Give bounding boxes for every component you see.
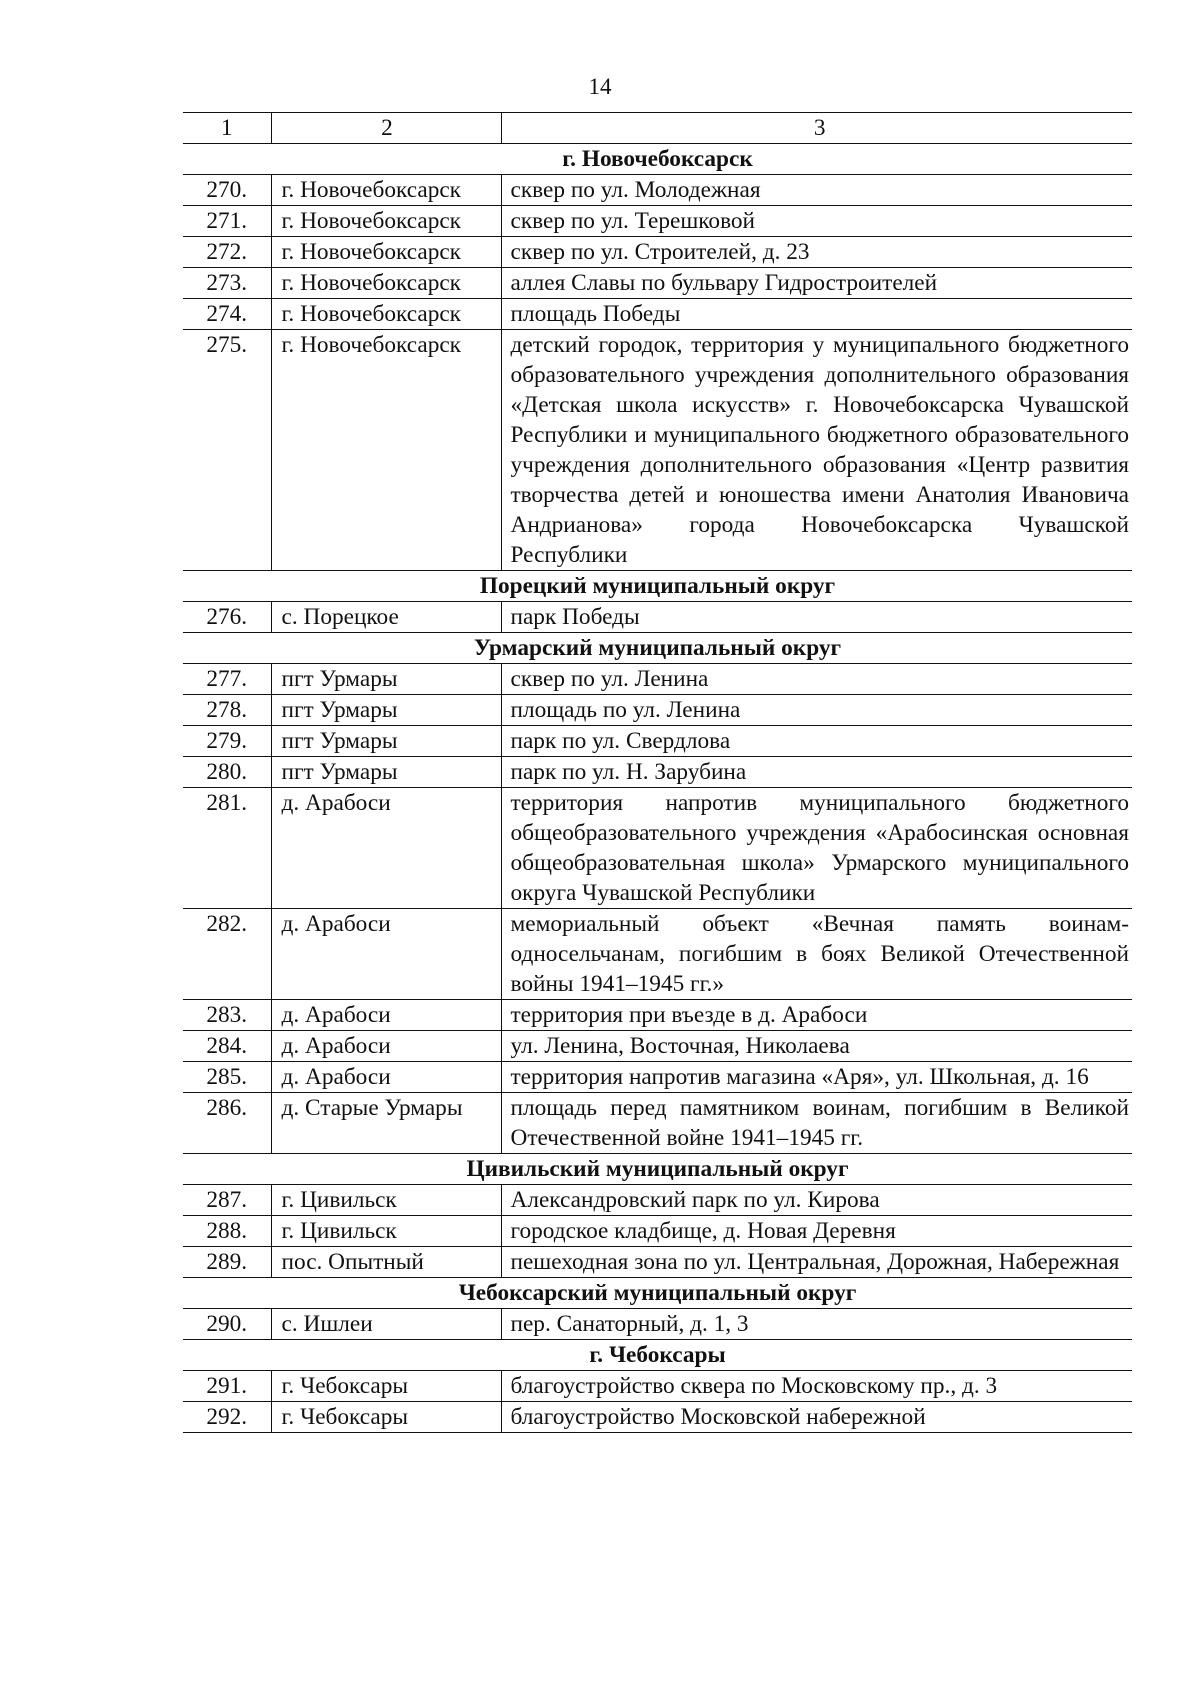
table-row — [183, 602, 1132, 633]
section-header-row — [183, 1340, 1132, 1371]
table-row — [183, 757, 1132, 788]
row-locality: г. Новочебоксарск — [271, 237, 501, 268]
row-locality: пгт Урмары — [271, 757, 501, 788]
table-row — [183, 299, 1132, 330]
section-title: Цивильский муниципальный округ — [183, 1154, 1132, 1185]
row-number: 290. — [183, 1309, 271, 1340]
table-row — [183, 1031, 1132, 1062]
section-title: г. Новочебоксарск — [183, 144, 1132, 175]
table-row — [183, 695, 1132, 726]
row-object: пешеходная зона по ул. Центральная, Дорожная, Набережная — [501, 1247, 1132, 1278]
section-title: Урмарский муниципальный округ — [183, 633, 1132, 664]
section-header-row — [183, 1154, 1132, 1185]
row-object: благоустройство сквера по Московскому пр., д. 3 — [501, 1371, 1132, 1402]
row-object: сквер по ул. Строителей, д. 23 — [501, 237, 1132, 268]
table-row — [183, 1062, 1132, 1093]
row-locality: г. Новочебоксарск — [271, 299, 501, 330]
table-row — [183, 1371, 1132, 1402]
row-object: мемориальный объект «Вечная память воинам-односельчанам, погибшим в боях Великой Отечественной войны 1941–1945 гг.» — [501, 909, 1132, 1000]
row-object: ул. Ленина, Восточная, Николаева — [501, 1031, 1132, 1062]
table-row — [183, 1247, 1132, 1278]
column-header-3: 3 — [501, 113, 1132, 144]
row-number: 278. — [183, 695, 271, 726]
row-locality: д. Арабоси — [271, 1000, 501, 1031]
row-object: территория при въезде в д. Арабоси — [501, 1000, 1132, 1031]
row-locality: пос. Опытный — [271, 1247, 501, 1278]
row-locality: д. Старые Урмары — [271, 1093, 501, 1154]
row-locality: г. Новочебоксарск — [271, 206, 501, 237]
row-locality: д. Арабоси — [271, 1062, 501, 1093]
section-title: Порецкий муниципальный округ — [183, 571, 1132, 602]
row-number: 272. — [183, 237, 271, 268]
row-number: 270. — [183, 175, 271, 206]
table-row — [183, 664, 1132, 695]
table-row — [183, 175, 1132, 206]
row-object: сквер по ул. Ленина — [501, 664, 1132, 695]
row-number: 273. — [183, 268, 271, 299]
row-locality: пгт Урмары — [271, 695, 501, 726]
row-number: 281. — [183, 788, 271, 909]
table-row — [183, 788, 1132, 909]
section-header-row — [183, 1278, 1132, 1309]
row-object: площадь по ул. Ленина — [501, 695, 1132, 726]
row-object: территория напротив магазина «Аря», ул. Школьная, д. 16 — [501, 1062, 1132, 1093]
row-locality: г. Цивильск — [271, 1185, 501, 1216]
row-locality: с. Ишлеи — [271, 1309, 501, 1340]
row-object: сквер по ул. Терешковой — [501, 206, 1132, 237]
table-row — [183, 1093, 1132, 1154]
row-object: парк по ул. Свердлова — [501, 726, 1132, 757]
row-object: аллея Славы по бульвару Гидростроителей — [501, 268, 1132, 299]
row-object: городское кладбище, д. Новая Деревня — [501, 1216, 1132, 1247]
table-row — [183, 1000, 1132, 1031]
objects-table — [183, 112, 1132, 1433]
row-object: территория напротив муниципального бюджетного общеобразовательного учреждения «Арабосинская основная общеобразовательная школа» Урмарского муниципального округа Чувашской Республики — [501, 788, 1132, 909]
row-number: 274. — [183, 299, 271, 330]
table-row — [183, 330, 1132, 571]
row-number: 277. — [183, 664, 271, 695]
row-number: 291. — [183, 1371, 271, 1402]
row-object: благоустройство Московской набережной — [501, 1402, 1132, 1433]
row-object: пер. Санаторный, д. 1, 3 — [501, 1309, 1132, 1340]
row-number: 288. — [183, 1216, 271, 1247]
row-number: 283. — [183, 1000, 271, 1031]
row-object: Александровский парк по ул. Кирова — [501, 1185, 1132, 1216]
row-number: 271. — [183, 206, 271, 237]
table-row — [183, 1216, 1132, 1247]
section-title: Чебоксарский муниципальный округ — [183, 1278, 1132, 1309]
row-number: 279. — [183, 726, 271, 757]
row-locality: д. Арабоси — [271, 788, 501, 909]
row-locality: г. Цивильск — [271, 1216, 501, 1247]
table-row — [183, 268, 1132, 299]
row-number: 276. — [183, 602, 271, 633]
section-header-row — [183, 571, 1132, 602]
row-locality: г. Чебоксары — [271, 1371, 501, 1402]
column-header-2: 2 — [271, 113, 501, 144]
row-locality: д. Арабоси — [271, 1031, 501, 1062]
section-title: г. Чебоксары — [183, 1340, 1132, 1371]
row-object: площадь Победы — [501, 299, 1132, 330]
column-header-row — [183, 113, 1132, 144]
row-locality: пгт Урмары — [271, 726, 501, 757]
table-row — [183, 206, 1132, 237]
row-locality: г. Новочебоксарск — [271, 175, 501, 206]
row-locality: г. Чебоксары — [271, 1402, 501, 1433]
table-row — [183, 1402, 1132, 1433]
row-number: 275. — [183, 330, 271, 571]
row-locality: с. Порецкое — [271, 602, 501, 633]
column-header-1: 1 — [183, 113, 271, 144]
row-number: 285. — [183, 1062, 271, 1093]
page-number: 14 — [588, 74, 612, 99]
row-locality: пгт Урмары — [271, 664, 501, 695]
row-number: 280. — [183, 757, 271, 788]
row-locality: г. Новочебоксарск — [271, 330, 501, 571]
row-object: парк Победы — [501, 602, 1132, 633]
table-row — [183, 237, 1132, 268]
table-row — [183, 909, 1132, 1000]
row-number: 289. — [183, 1247, 271, 1278]
table-row — [183, 1309, 1132, 1340]
row-number: 292. — [183, 1402, 271, 1433]
objects-table-body — [183, 113, 1132, 1433]
row-number: 287. — [183, 1185, 271, 1216]
row-object: площадь перед памятником воинам, погибшим в Великой Отечественной войне 1941–1945 гг. — [501, 1093, 1132, 1154]
table-row — [183, 726, 1132, 757]
row-object: сквер по ул. Молодежная — [501, 175, 1132, 206]
table-row — [183, 1185, 1132, 1216]
row-locality: г. Новочебоксарск — [271, 268, 501, 299]
section-header-row — [183, 144, 1132, 175]
section-header-row — [183, 633, 1132, 664]
row-locality: д. Арабоси — [271, 909, 501, 1000]
row-number: 284. — [183, 1031, 271, 1062]
row-object: парк по ул. Н. Зарубина — [501, 757, 1132, 788]
row-object: детский городок, территория у муниципального бюджетного образовательного учреждения дополнительного образования «Детская школа искусств» г. Новочебоксарска Чувашской Республики и муниципального бюджетного образовательного учреждения дополнительного образования «Центр развития творчества детей и юношества имени Анатолия Ивановича Андрианова» города Новочебоксарска Чувашской Республики — [501, 330, 1132, 571]
row-number: 282. — [183, 909, 271, 1000]
row-number: 286. — [183, 1093, 271, 1154]
